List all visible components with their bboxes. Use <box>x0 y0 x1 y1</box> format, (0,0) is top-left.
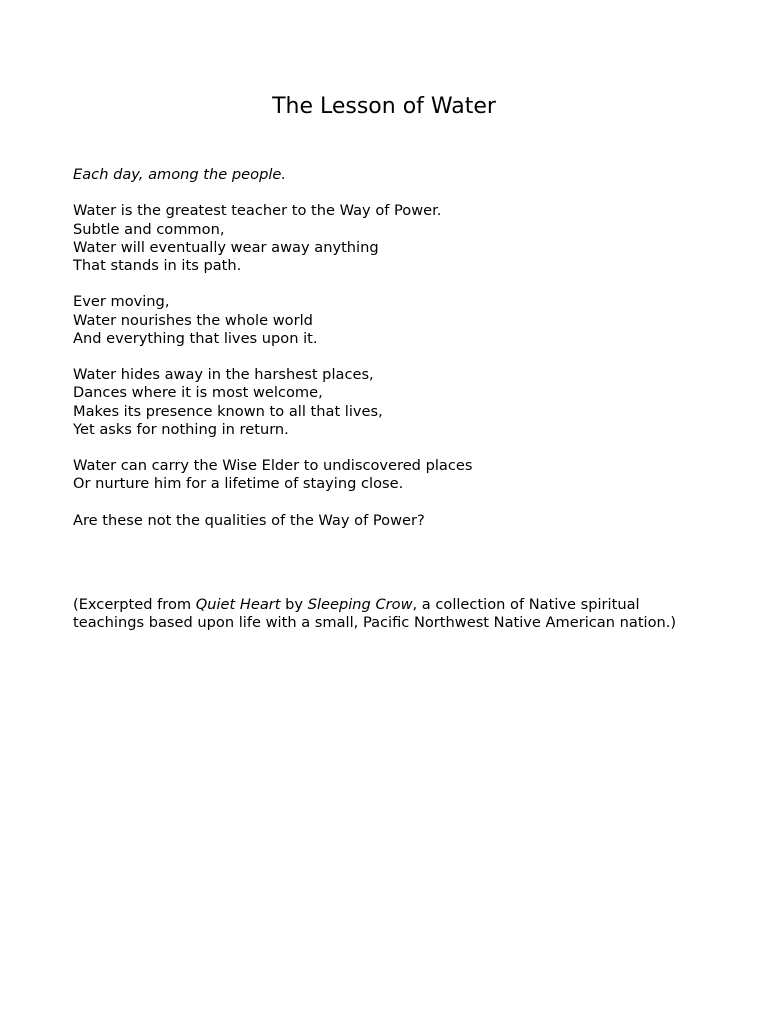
poem-line: And everything that lives upon it. <box>73 329 318 347</box>
poem-body <box>73 166 713 530</box>
citation-prefix: (Excerpted from <box>73 595 196 613</box>
poem-line: Subtle and common, <box>73 220 225 238</box>
poem-line: Makes its presence known to all that lives, <box>73 402 383 420</box>
citation-author: Sleeping Crow <box>307 595 413 613</box>
poem-line: Water is the greatest teacher to the Way of Power. <box>73 202 442 220</box>
stanza-4 <box>73 457 713 493</box>
stanza-divider <box>73 184 713 202</box>
poem-line: Water will eventually wear away anything <box>73 238 379 256</box>
poem-line: Or nurture him for a lifetime of staying close. <box>73 475 404 493</box>
stanza-divider <box>73 348 713 366</box>
poem-line: Water can carry the Wise Elder to undiscovered places <box>73 457 473 475</box>
poem-line: Ever moving, <box>73 293 170 311</box>
poem-line: Are these not the qualities of the Way of Power? <box>73 511 425 529</box>
epigraph: Each day, among the people. <box>73 166 286 183</box>
poem-line: Yet asks for nothing in return. <box>73 420 289 438</box>
stanza-5 <box>73 512 713 530</box>
citation-by: by <box>280 595 308 613</box>
stanza-2 <box>73 293 713 348</box>
poem-line: Dances where it is most welcome, <box>73 384 323 402</box>
stanza-1 <box>73 202 713 275</box>
citation-suffix: , a collection of Native spiritual teachings based upon life with a small, Pacific Northwest Native American nation.) <box>73 595 677 631</box>
poem-line: Water hides away in the harshest places, <box>73 366 374 384</box>
stanza-divider <box>73 494 713 512</box>
stanza-3 <box>73 366 713 439</box>
poem-line: That stands in its path. <box>73 257 242 274</box>
stanza-divider <box>73 439 713 457</box>
source-citation <box>73 596 693 632</box>
stanza-divider <box>73 275 713 293</box>
citation-book-title: Quiet Heart <box>195 595 281 613</box>
page-title: The Lesson of Water <box>272 94 496 119</box>
poem-line: Water nourishes the whole world <box>73 311 313 329</box>
